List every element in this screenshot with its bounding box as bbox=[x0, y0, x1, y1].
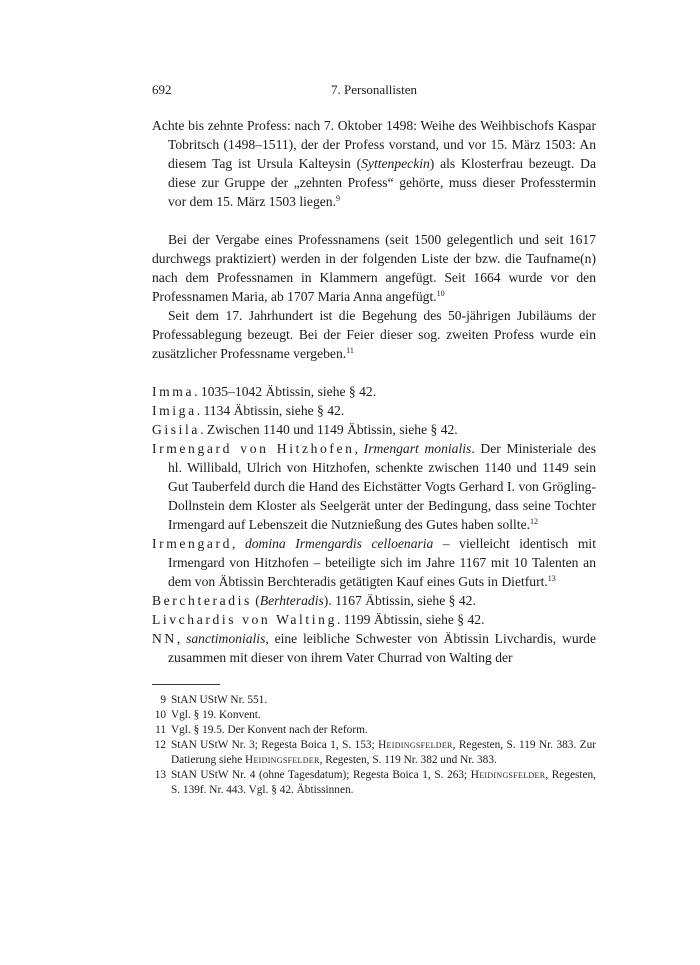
entry-name: Irmengard bbox=[152, 536, 233, 551]
main-text bbox=[152, 116, 596, 667]
entry-livchardis: Livchardis von Walting. 1199 Äbtissin, siehe § 42. bbox=[152, 612, 485, 627]
entry-irmengard: Irmengard, domina Irmengardis celloenaria – vielleicht identisch mit Irmengard von Hitzhofen – beteiligte sich im Jahre 1167 mit 10 Talenten an dem von Äbtissin Berchteradis getätigten Kauf eines Guts in Dietfurt.$^{13}$ bbox=[152, 536, 596, 589]
entry-nn: NN, sanctimonialis, eine leibliche Schwester von Äbtissin Livchardis, wurde zusammen mit dieser von ihrem Vater Churrad von Walting der bbox=[152, 631, 596, 665]
entry-name: Gisila bbox=[152, 422, 201, 437]
running-head: 7. Personallisten bbox=[331, 82, 417, 97]
paragraph-professname: Bei der Vergabe eines Professnamens (seit 1500 gelegentlich und seit 1617 durchwegs praktiziert) werden in der folgenden Liste der bzw. die Taufname(n) nach dem Professnamen in Klammern angefügt. Seit 1664 wurde vor den Professnamen Maria, ab 1707 Maria Anna angefügt.$^{10}$ bbox=[152, 232, 596, 304]
entry-name: Imma bbox=[152, 384, 195, 399]
entry-berchteradis: Berchteradis (Berhteradis). 1167 Äbtissin, siehe § 42. bbox=[152, 593, 476, 608]
footnotes bbox=[152, 684, 596, 798]
footnote-13: 13 StAN UStW Nr. 4 (ohne Tagesdatum); Regesta Boica 1, S. 263; Heidingsfelder, Regesten, S. 139f. Nr. 443. Vgl. § 42. Äbtissinnen. bbox=[154, 769, 596, 796]
footnote-9: 9 StAN UStW Nr. 551. bbox=[160, 694, 268, 706]
footnote-12: 12 StAN UStW Nr. 3; Regesta Boica 1, S. 153; Heidingsfelder, Regesten, S. 119 Nr. 383. Zur Datierung siehe Heidingsfelder, Regesten, S. 119 Nr. 382 und Nr. 383. bbox=[154, 739, 596, 766]
page-header bbox=[152, 82, 596, 104]
entry-name: Berchteradis bbox=[152, 593, 252, 608]
footnote-11: 11 Vgl. § 19.5. Der Konvent nach der Reform. bbox=[155, 724, 368, 736]
paragraph-profess-dates: Achte bis zehnte Profess: nach 7. Oktober 1498: Weihe des Weihbischofs Kaspar Tobritsch (1498–1511), der der Profess vorstand, und vor 15. März 1503: An diesem Tag ist Ursula Kalteysin (Syttenpeckin) als Klosterfrau bezeugt. Da diese zur Gruppe der „zehnten Profess“ gehörte, muss dieser Professtermin vor dem 15. März 1503 liegen.$^9$ bbox=[152, 118, 596, 209]
entry-imiga: Imiga. 1134 Äbtissin, siehe § 42. bbox=[152, 403, 345, 418]
footnote-ref[interactable]: 12 bbox=[530, 517, 538, 526]
footnote-ref[interactable]: 9 bbox=[336, 194, 340, 203]
entry-imma: Imma. 1035–1042 Äbtissin, siehe § 42. bbox=[152, 384, 377, 399]
footnote-divider bbox=[152, 684, 220, 685]
entry-name: Livchardis von Walting bbox=[152, 612, 337, 627]
footnote-10: 10 Vgl. § 19. Konvent. bbox=[154, 709, 261, 721]
entry-name: Irmengard von Hitzhofen bbox=[152, 441, 355, 456]
entry-gisila: Gisila. Zwischen 1140 und 1149 Äbtissin, siehe § 42. bbox=[152, 422, 458, 437]
page-content bbox=[152, 82, 596, 667]
entry-name: NN bbox=[152, 631, 177, 646]
page-number: 692 bbox=[152, 82, 172, 97]
footnote-ref[interactable]: 11 bbox=[346, 346, 354, 355]
entry-irmengard-hitzhofen: Irmengard von Hitzhofen, Irmengart monialis. Der Ministeriale des hl. Willibald, Ulrich von Hitzhofen, schenkte zwischen 1140 und 1149 sein Gut Tauberfeld durch die Hand des Eichstätter Vogts Gerhard I. von Grögling-Dollnstein dem Kloster als Seelgerät unter der Bedingung, dass seine Tochter Irmengard auf Lebenszeit die Nutznießung des Gutes haben sollte.$^{12}$ bbox=[152, 441, 597, 532]
footnote-ref[interactable]: 13 bbox=[547, 574, 556, 583]
footnote-ref[interactable]: 10 bbox=[436, 289, 445, 298]
paragraph-jubilaeum: Seit dem 17. Jahrhundert ist die Begehung des 50-jährigen Jubiläums der Professablegung bezeugt. Bei der Feier dieser sog. zweiten Profess wurde ein zusätzlicher Professname vergeben.$^{11}$ bbox=[152, 308, 596, 361]
entry-name: Imiga bbox=[152, 403, 197, 418]
